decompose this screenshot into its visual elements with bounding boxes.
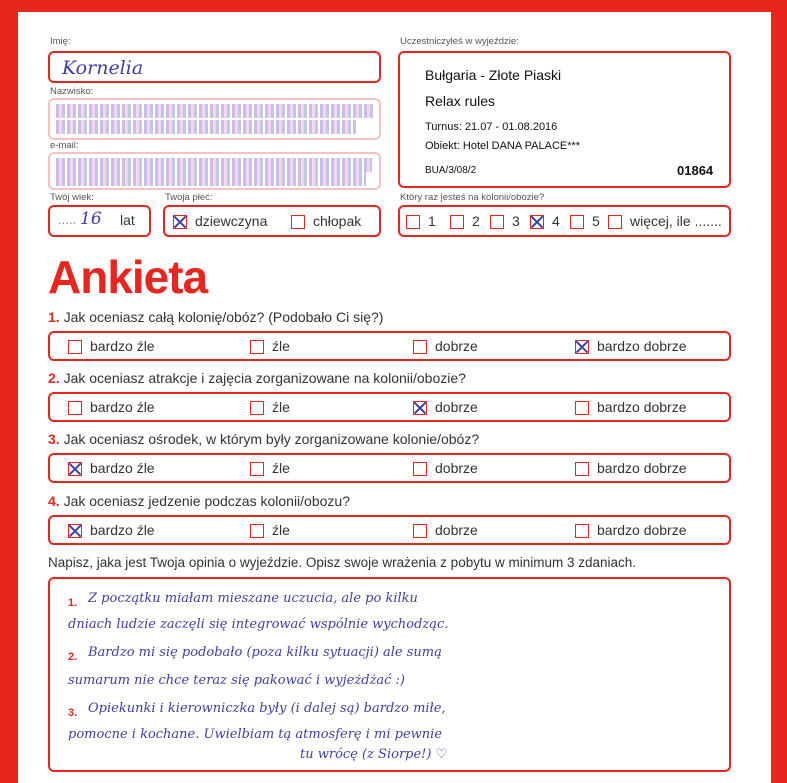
times-option[interactable] [450, 213, 480, 229]
checkbox[interactable] [575, 401, 589, 415]
rating-option[interactable] [250, 460, 290, 476]
rating-option[interactable] [68, 460, 155, 476]
checkbox[interactable] [570, 215, 584, 229]
rating-option-label: bardzo dobrze [597, 460, 687, 476]
checkbox[interactable] [68, 401, 82, 415]
rating-option[interactable] [250, 399, 290, 415]
surname-redaction [56, 120, 356, 134]
checkbox[interactable] [250, 462, 264, 476]
question-text: Jak oceniasz atrakcje i zajęcia zorganizowane na kolonii/obozie? [63, 370, 466, 386]
gender-field [163, 205, 381, 237]
times-field [398, 205, 731, 237]
times-option[interactable] [570, 213, 600, 229]
checkbox[interactable] [575, 340, 589, 354]
checkbox[interactable] [413, 340, 427, 354]
checkbox[interactable] [490, 215, 504, 229]
essay-number: 1. [68, 597, 78, 609]
age-dots: ..... [58, 212, 77, 227]
rating-option[interactable] [575, 338, 687, 354]
trip-code: BUA/3/08/2 [425, 165, 477, 176]
rating-option-label: bardzo źle [90, 338, 155, 354]
survey-sheet [18, 12, 771, 783]
name-field[interactable] [48, 51, 381, 83]
checkbox[interactable] [250, 401, 264, 415]
checkbox[interactable] [413, 524, 427, 538]
checkbox[interactable] [68, 462, 82, 476]
rating-option[interactable] [575, 522, 687, 538]
essay-line: dniach ludzie zaczęli się integrować wspólnie wychodząc. [68, 617, 449, 632]
gender-option-label: chłopak [313, 213, 362, 229]
rating-option[interactable] [575, 399, 687, 415]
trip-destination: Bułgaria - Złote Piaski [425, 67, 562, 83]
rating-option-label: dobrze [435, 399, 478, 415]
checkbox[interactable] [530, 215, 544, 229]
essay-number: 2. [68, 651, 78, 663]
rating-option-label: bardzo źle [90, 460, 155, 476]
trip-hotel: Obiekt: Hotel DANA PALACE*** [425, 140, 581, 152]
page-title: Ankieta [48, 251, 208, 303]
times-option[interactable] [490, 213, 520, 229]
checkbox[interactable] [68, 524, 82, 538]
times-option-label: 2 [472, 213, 480, 229]
age-field[interactable] [48, 205, 151, 237]
rating-option-label: dobrze [435, 522, 478, 538]
question-text: Jak oceniasz jedzenie podczas kolonii/obozu? [63, 493, 350, 509]
trip-program: Relax rules [425, 93, 496, 109]
essay-line: tu wrócę (z Siorpe!) ♡ [300, 747, 448, 762]
essay-number: 3. [68, 707, 78, 719]
times-option-label: 4 [552, 213, 560, 229]
surname-redaction [56, 104, 374, 118]
essay-box[interactable] [48, 577, 731, 772]
checkbox[interactable] [68, 340, 82, 354]
essay-prompt: Napisz, jaka jest Twoja opinia o wyjeździe. Opisz swoje wrażenia z pobytu w minimum 3 zdaniach. [48, 555, 637, 570]
rating-option[interactable] [250, 522, 290, 538]
question-1 [48, 309, 383, 325]
question-number: 1. [48, 309, 60, 325]
gender-option-boy[interactable] [291, 213, 361, 229]
rating-option-label: źle [272, 338, 290, 354]
rating-option[interactable] [413, 399, 478, 415]
times-option-label: więcej, ile ....... [630, 213, 722, 229]
question-2 [48, 370, 466, 386]
times-label: Który raz jesteś na kolonii/obozie? [400, 192, 545, 203]
rating-option-label: źle [272, 399, 290, 415]
checkbox[interactable] [250, 340, 264, 354]
rating-option[interactable] [413, 522, 478, 538]
times-option[interactable] [608, 213, 722, 229]
age-unit: lat [120, 212, 135, 228]
gender-label: Twoja płeć: [165, 192, 213, 203]
surname-label: Nazwisko: [50, 86, 94, 97]
times-option[interactable] [530, 213, 560, 229]
rating-option-label: bardzo dobrze [597, 338, 687, 354]
essay-line: Opiekunki i kierowniczka były (i dalej są) bardzo miłe, [88, 701, 446, 716]
rating-row-2 [48, 392, 731, 422]
checkbox[interactable] [575, 524, 589, 538]
surname-field[interactable] [48, 98, 381, 140]
times-option-label: 3 [512, 213, 520, 229]
rating-option[interactable] [68, 399, 155, 415]
rating-option[interactable] [575, 460, 687, 476]
checkbox[interactable] [608, 215, 622, 229]
rating-option[interactable] [68, 522, 155, 538]
rating-row-3 [48, 453, 731, 483]
essay-line: pomocne i kochane. Uwielbiam tą atmosferę i mi pewnie [68, 727, 443, 742]
gender-option-girl[interactable] [173, 213, 267, 229]
email-field[interactable] [48, 152, 381, 190]
checkbox[interactable] [450, 215, 464, 229]
rating-option-label: dobrze [435, 338, 478, 354]
essay-line: Bardzo mi się podobało (poza kilku sytuacji) ale sumą [88, 645, 442, 660]
rating-option-label: bardzo źle [90, 399, 155, 415]
checkbox[interactable] [575, 462, 589, 476]
rating-option-label: źle [272, 460, 290, 476]
rating-option[interactable] [250, 338, 290, 354]
checkbox[interactable] [406, 215, 420, 229]
age-label: Twój wiek: [50, 192, 94, 203]
question-number: 3. [48, 431, 60, 447]
checkbox[interactable] [413, 401, 427, 415]
trip-turnus: Turnus: 21.07 - 01.08.2016 [425, 121, 558, 133]
name-value: Kornelia [62, 57, 144, 79]
essay-line: Z początku miałam mieszane uczucia, ale po kilku [88, 591, 418, 606]
rating-row-4 [48, 515, 731, 545]
rating-option-label: dobrze [435, 460, 478, 476]
rating-option[interactable] [413, 460, 478, 476]
question-3 [48, 431, 479, 447]
times-option-label: 1 [428, 213, 436, 229]
rating-option-label: źle [272, 522, 290, 538]
checkbox[interactable] [250, 524, 264, 538]
rating-row-1 [48, 331, 731, 361]
email-redaction [56, 172, 366, 186]
gender-option-label: dziewczyna [195, 213, 268, 229]
rating-option[interactable] [413, 338, 478, 354]
times-option[interactable] [406, 213, 436, 229]
essay-line: sumarum nie chce teraz się pakować i wyjeżdżać :) [68, 673, 405, 688]
rating-option-label: bardzo źle [90, 522, 155, 538]
checkbox-boy[interactable] [291, 215, 305, 229]
times-option-label: 5 [592, 213, 600, 229]
question-text: Jak oceniasz ośrodek, w którym były zorganizowane kolonie/obóz? [63, 431, 480, 447]
name-label: Imię: [50, 36, 71, 47]
email-label: e-mail: [50, 140, 79, 151]
trip-number: 01864 [677, 163, 714, 178]
email-redaction [56, 158, 372, 172]
checkbox[interactable] [413, 462, 427, 476]
question-text: Jak oceniasz całą kolonię/obóz? (Podobało Ci się?) [63, 309, 384, 325]
rating-option-label: bardzo dobrze [597, 399, 687, 415]
checkbox-girl[interactable] [173, 215, 187, 229]
rating-option[interactable] [68, 338, 155, 354]
age-value: 16 [80, 209, 102, 229]
question-number: 2. [48, 370, 60, 386]
question-number: 4. [48, 493, 60, 509]
trip-box [398, 51, 731, 188]
rating-option-label: bardzo dobrze [597, 522, 687, 538]
trip-label: Uczestniczyłeś w wyjeździe: [400, 36, 519, 47]
question-4 [48, 493, 350, 509]
